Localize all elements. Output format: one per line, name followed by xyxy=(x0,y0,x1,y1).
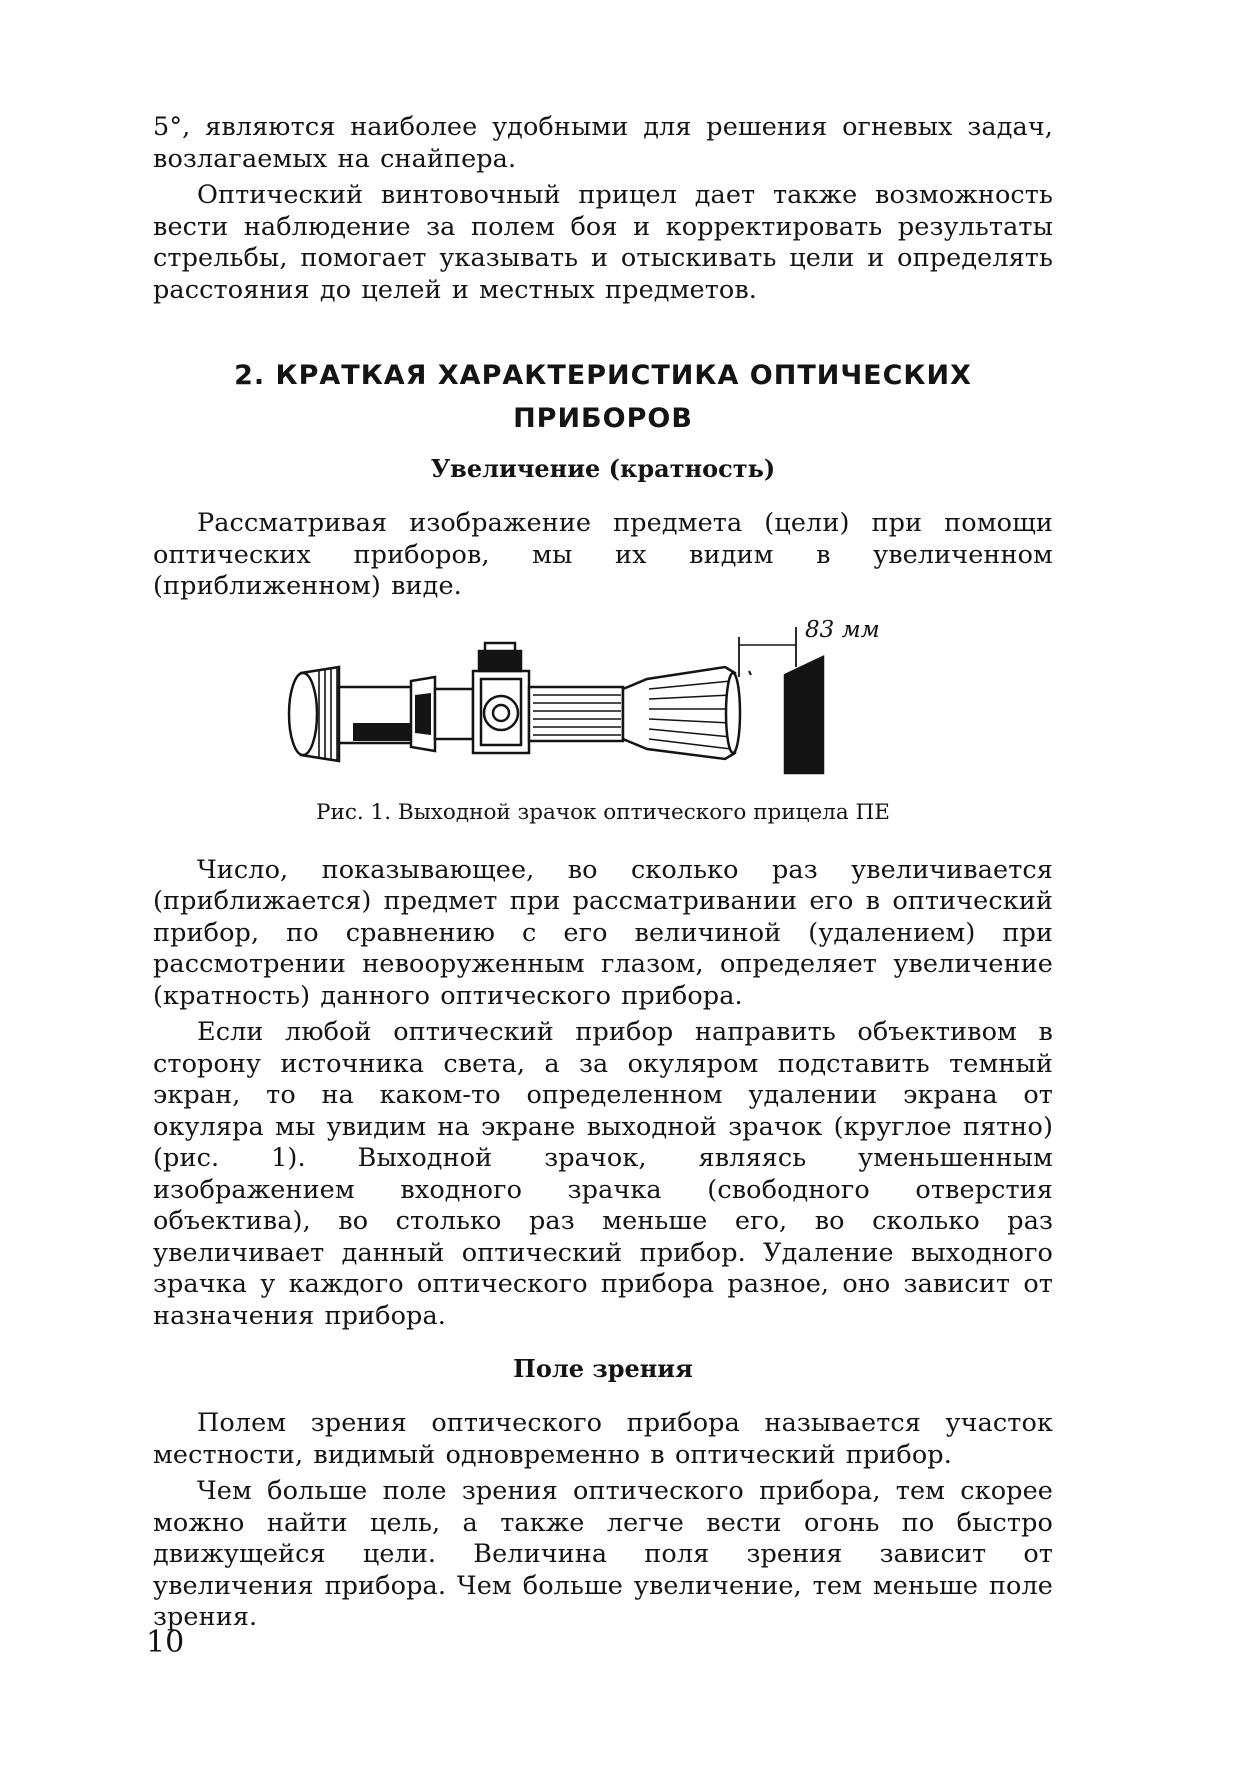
figure-scope xyxy=(153,615,1053,791)
magnification-paragraph-2: Число, показывающее, во сколько раз увеличивается (приближается) предмет при рассматривании его в оптический прибор, по сравнению с его величиной (удалением) при рассмотрении невооруженным глазом, определяет увеличение (кратность) данного оптического прибора. xyxy=(153,854,1053,1011)
section-title-line-1: 2. КРАТКАЯ ХАРАКТЕРИСТИКА ОПТИЧЕСКИХ xyxy=(234,360,972,391)
field-of-view-heading: Поле зрения xyxy=(513,1354,693,1383)
magnification-heading: Увеличение (кратность) xyxy=(430,454,776,483)
page-number: 10 xyxy=(146,1625,185,1660)
figure-caption: Рис. 1. Выходной зрачок оптического прицела ПЕ xyxy=(316,799,890,825)
scope-eyepiece-rim xyxy=(726,673,740,753)
section-title-line-2: ПРИБОРОВ xyxy=(513,403,693,434)
intro-paragraph-2: Оптический винтовочный прицел дает также возможность вести наблюдение за полем боя и корректировать результаты стрельбы, помогает указывать и отыскивать цели и определять расстояния до целей и местных предметов. xyxy=(153,180,1053,305)
scope-side-knob xyxy=(484,696,518,730)
magnification-paragraph-3: Если любой оптический прибор направить объективом в сторону источника света, а за окуляром подставить темный экран, то на каком-то определенном удалении экрана от окуляра мы увидим на экране выходной зрачок (круглое пятно) (рис. 1). Выходной зрачок, являясь уменьшенным изображением входного зрачка (свободного отверстия объектива), во столько раз меньше его, во сколько раз увеличивает данный оптический прибор. Удаление выходного зрачка у каждого оптического прибора разное, оно зависит от назначения прибора. xyxy=(153,1017,1053,1331)
scope-illustration xyxy=(153,615,1053,791)
intro-paragraph-1: 5°, являются наиболее удобными для решения огневых задач, возлагаемых на снайпера. xyxy=(153,112,1053,174)
magnification-paragraph-1: Рассматривая изображение предмета (цели) при помощи оптических приборов, мы их видим в увеличенном (приближенном) виде. xyxy=(153,508,1053,601)
scope-objective-lens xyxy=(289,673,317,755)
field-of-view-paragraph-1: Полем зрения оптического прибора называется участок местности, видимый одновременно в оптический прибор. xyxy=(153,1408,1053,1470)
field-of-view-paragraph-2: Чем больше поле зрения оптического прибора, тем скорее можно найти цель, а также легче вести огонь по быстро движущейся цели. Величина поля зрения зависит от увеличения прибора. Чем больше увеличение, тем меньше поле зрения. xyxy=(153,1476,1053,1632)
scope-front-tube-shade xyxy=(353,723,411,741)
book-page xyxy=(153,112,1053,1634)
section-title xyxy=(153,354,1053,440)
scope-top-turret xyxy=(479,651,521,671)
scope-eyepiece xyxy=(623,667,735,759)
dark-screen xyxy=(785,657,823,773)
dimension-label: 83 мм xyxy=(805,616,880,643)
scope-mid-tube xyxy=(435,689,473,739)
